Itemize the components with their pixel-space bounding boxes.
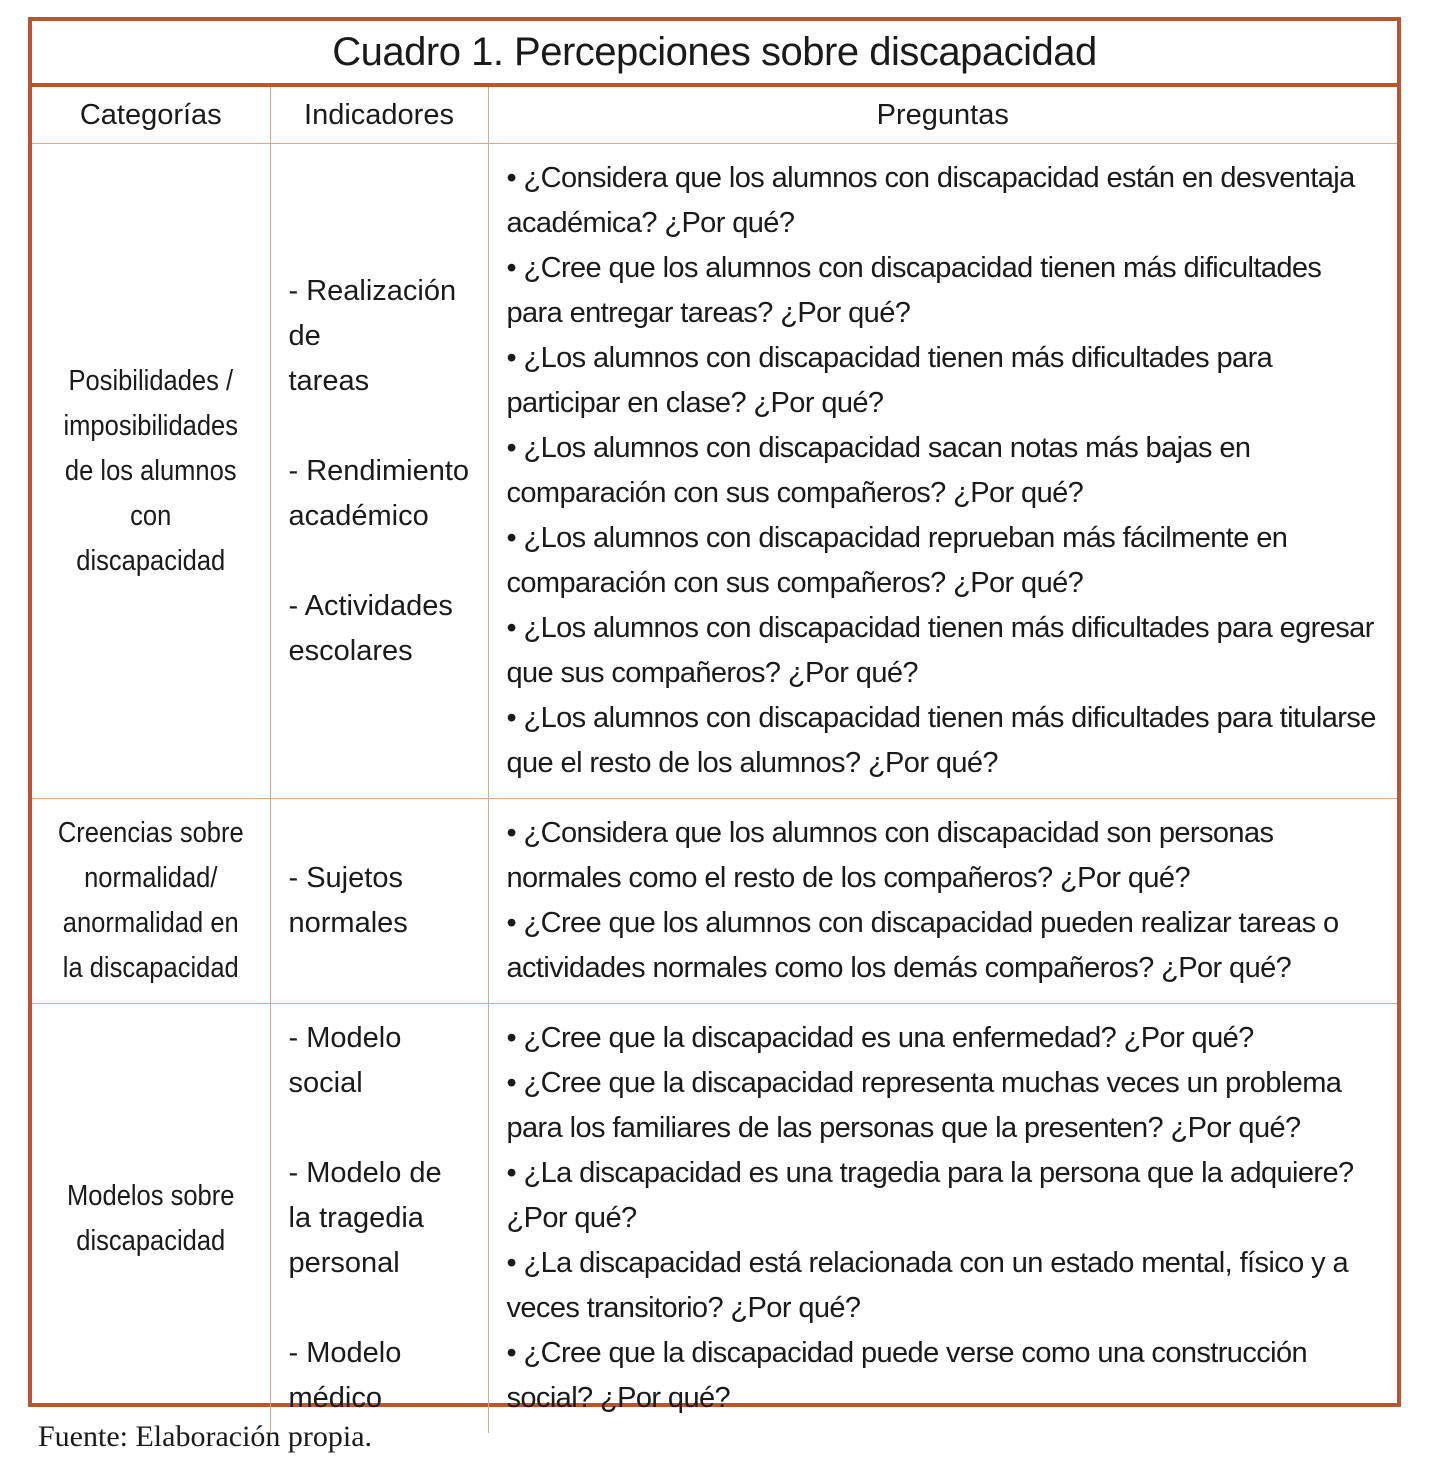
question-item: • ¿Considera que los alumnos con discapacidad están en desventaja académica? ¿Por qué? — [506, 162, 1355, 239]
source-note: Fuente: Elaboración propia. — [38, 1420, 373, 1453]
question-item: • ¿Cree que la discapacidad es una enfermedad? ¿Por qué? — [506, 1022, 1254, 1054]
indicator-item — [289, 1331, 478, 1421]
indicator-line: - Modelo social — [288, 1022, 402, 1099]
indicator-line: - Actividades — [288, 589, 453, 622]
category-line: la discapacidad — [62, 952, 239, 984]
table-row — [32, 1004, 1397, 1434]
category-line: Posibilidades / — [68, 364, 234, 397]
question-item: • ¿Los alumnos con discapacidad tienen más dificultades para titularse que el resto de los alumnos? ¿Por qué? — [506, 702, 1376, 779]
indicator-line: - Rendimiento — [288, 454, 470, 487]
table-title: Cuadro 1. Percepciones sobre discapacidad — [32, 21, 1397, 87]
indicator-line: la tragedia — [288, 1202, 424, 1234]
category-cell — [32, 799, 270, 1004]
indicator-line: - Modelo de — [288, 1157, 442, 1189]
indicator-item — [289, 269, 478, 404]
category-line: de los alumnos — [64, 454, 237, 487]
indicator-item — [289, 449, 478, 539]
question-item: • ¿Cree que los alumnos con discapacidad tienen más dificultades para entregar tareas? ¿Por qué? — [506, 252, 1322, 329]
table-frame — [28, 17, 1401, 1414]
indicator-item — [289, 1016, 478, 1106]
indicator-line: personal — [288, 1247, 400, 1279]
question-item: • ¿Cree que la discapacidad representa muchas veces un problema para los familiares de las personas que la presenten? ¿Por qué? — [506, 1067, 1342, 1144]
indicator-cell — [270, 144, 488, 799]
category-line: Modelos sobre — [67, 1179, 235, 1212]
indicator-cell — [270, 799, 488, 1004]
table-row — [32, 799, 1397, 1004]
category-line: discapacidad — [76, 1224, 226, 1257]
indicator-item — [289, 1151, 478, 1286]
header-row — [32, 87, 1397, 144]
indicator-item — [289, 584, 478, 674]
question-item: • ¿Los alumnos con discapacidad tienen más dificultades para participar en clase? ¿Por qué? — [506, 342, 1273, 419]
indicator-cell — [270, 1004, 488, 1434]
category-line: con discapacidad — [76, 499, 226, 577]
indicator-line: - Realización de — [288, 274, 457, 352]
category-line: Creencias sobre — [57, 817, 244, 849]
indicator-line: tareas — [288, 364, 370, 397]
indicator-line: médico — [288, 1382, 382, 1414]
question-item: • ¿Los alumnos con discapacidad tienen más dificultades para egresar que sus compañeros? ¿Por qué? — [506, 612, 1374, 689]
question-item: • ¿Los alumnos con discapacidad reprueban más fácilmente en comparación con sus compañeros? ¿Por qué? — [506, 522, 1288, 599]
question-item: • ¿Los alumnos con discapacidad sacan notas más bajas en comparación con sus compañeros? ¿Por qué? — [506, 432, 1251, 509]
questions-cell — [488, 1004, 1397, 1434]
header-indicadores: Indicadores — [270, 87, 488, 144]
header-categorias: Categorías — [32, 87, 270, 144]
header-preguntas: Preguntas — [488, 87, 1397, 144]
indicator-item — [289, 856, 478, 946]
indicator-line: escolares — [288, 634, 413, 667]
category-cell — [32, 144, 270, 799]
indicator-line: - Modelo — [288, 1337, 402, 1369]
question-item: • ¿Considera que los alumnos con discapacidad son personas normales como el resto de los compañeros? ¿Por qué? — [506, 817, 1274, 894]
category-cell — [32, 1004, 270, 1434]
category-line: normalidad/ — [84, 862, 218, 894]
indicator-line: normales — [288, 907, 408, 939]
perceptions-table — [32, 87, 1397, 1433]
questions-cell — [488, 144, 1397, 799]
table-row — [32, 144, 1397, 799]
indicator-line: - Sujetos — [288, 862, 403, 894]
category-line: imposibilidades — [63, 409, 238, 442]
question-item: • ¿La discapacidad es una tragedia para la persona que la adquiere? ¿Por qué? — [506, 1157, 1354, 1234]
question-item: • ¿La discapacidad está relacionada con un estado mental, físico y a veces transitorio? ¿Por qué? — [506, 1247, 1348, 1324]
indicator-line: académico — [288, 499, 429, 532]
questions-cell — [488, 799, 1397, 1004]
category-line: anormalidad en — [62, 907, 239, 939]
question-item: • ¿Cree que la discapacidad puede verse como una construcción social? ¿Por qué? — [506, 1337, 1308, 1414]
question-item: • ¿Cree que los alumnos con discapacidad pueden realizar tareas o actividades normales como los demás compañeros? ¿Por qué? — [506, 907, 1339, 984]
